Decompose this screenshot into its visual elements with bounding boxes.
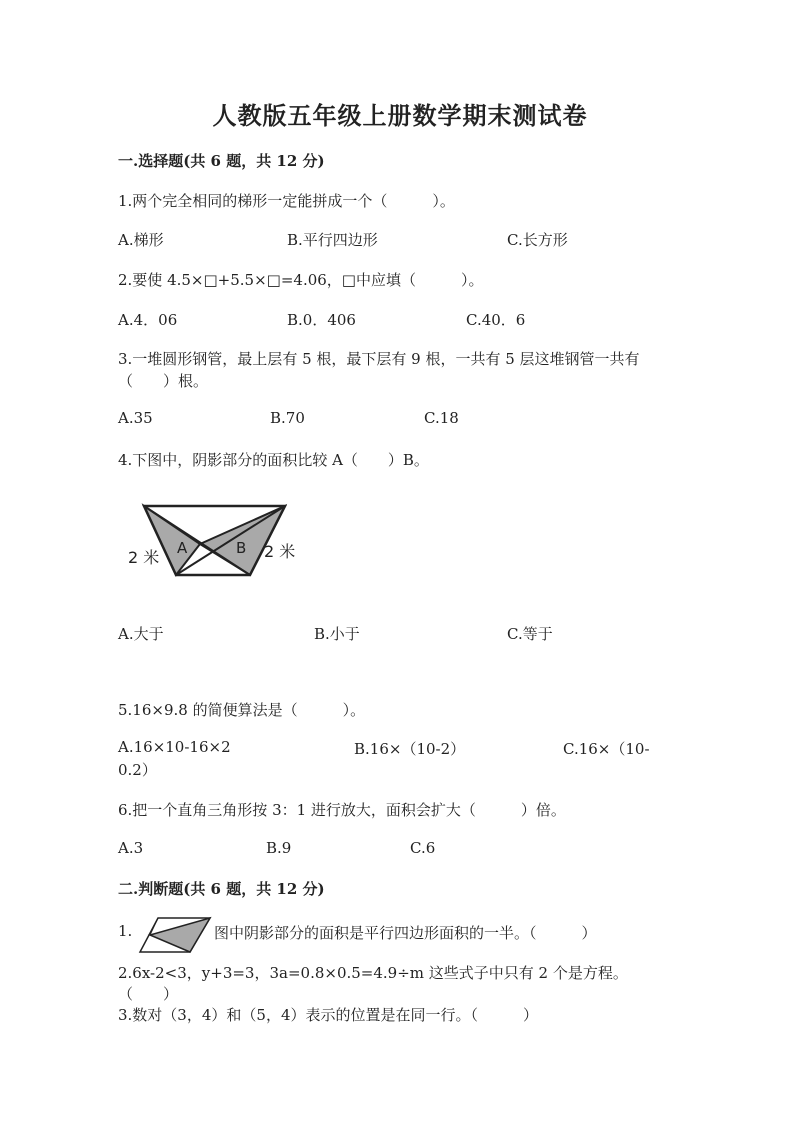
- shaded-triangle: [150, 918, 210, 952]
- option-b: B.小于: [314, 625, 360, 643]
- option-c: C.长方形: [507, 231, 568, 249]
- question-text: 1.两个完全相同的梯形一定能拼成一个（ ）。: [118, 192, 455, 210]
- parallelogram-figure: [138, 915, 212, 955]
- section-heading: 一.选择题(共 6 题，共 12 分): [118, 152, 325, 170]
- option-a: A.梯形: [118, 231, 164, 249]
- question-text: 5.16×9.8 的简便算法是（ ）。: [118, 701, 366, 719]
- item-text: 2.6x-2<3，y+3=3，3a=0.8×0.5=4.9÷m 这些式子中只有 2 个是方程。: [118, 964, 628, 982]
- option-a: A.16×10-16×2: [118, 738, 231, 756]
- label-left-length: 2 米: [128, 548, 160, 567]
- item-text: 图中阴影部分的面积是平行四边形面积的一半。（ ）: [214, 924, 597, 942]
- label-right-length: 2 米: [264, 542, 296, 561]
- question-text: 3.一堆圆形钢管，最上层有 5 根，最下层有 9 根，一共有 5 层这堆钢管一共有: [118, 350, 640, 368]
- option-a: A.3: [118, 839, 144, 857]
- label-a: A: [177, 539, 188, 557]
- question-text-continued: （ ）根。: [118, 372, 209, 390]
- option-b: B.平行四边形: [287, 231, 378, 249]
- question-text: 4.下图中，阴影部分的面积比较 A（ ）B。: [118, 451, 429, 469]
- section-heading: 二.判断题(共 6 题，共 12 分): [118, 880, 325, 898]
- option-c: C.16×（10-: [563, 740, 650, 758]
- option-c: C.等于: [507, 625, 553, 643]
- question-text: 2.要使 4.5×□+5.5×□=4.06，□中应填（ ）。: [118, 271, 484, 289]
- option-b: B.70: [270, 409, 305, 427]
- option-a: A.大于: [118, 625, 164, 643]
- option-b: B.0．406: [287, 311, 356, 329]
- option-a: A.4．06: [118, 311, 178, 329]
- item-number: 1.: [118, 922, 133, 940]
- option-a: A.35: [118, 409, 153, 427]
- option-b: B.9: [266, 839, 292, 857]
- option-c-continued: 0.2）: [118, 761, 157, 779]
- option-c: C.18: [424, 409, 459, 427]
- question-text: 6.把一个直角三角形按 3：1 进行放大，面积会扩大（ ）倍。: [118, 801, 566, 819]
- item-text-continued: （ ）: [118, 985, 179, 1003]
- option-c: C.6: [410, 839, 436, 857]
- label-b: B: [236, 539, 247, 557]
- option-c: C.40．6: [466, 311, 526, 329]
- page-title: 人教版五年级上册数学期末测试卷: [212, 101, 588, 130]
- item-text: 3.数对（3，4）和（5，4）表示的位置是在同一行。（ ）: [118, 1006, 538, 1024]
- option-b: B.16×（10-2）: [354, 740, 466, 758]
